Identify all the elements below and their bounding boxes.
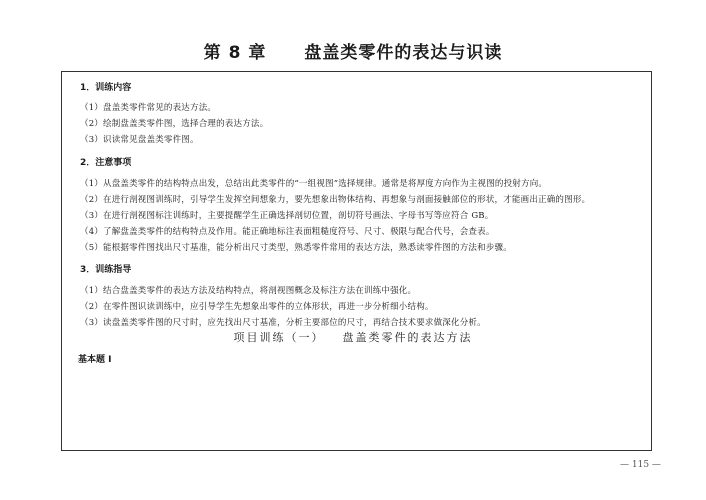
basic-task-title: 基本题 Ⅰ <box>78 355 112 365</box>
list-item: （3）在进行剖视图标注训练时，主要提醒学生正确选择剖切位置，剖切符号画法、字母书写等应符合 GB。 <box>80 211 494 221</box>
chapter-name: 盘盖类零件的表达与识读 <box>304 43 503 63</box>
list-item: （1）从盘盖类零件的结构特点出发，总结出此类零件的“一组视图”选择规律。通常是将厚度方向作为主视图的投射方向。 <box>80 179 548 189</box>
section-heading-training-content: 1．训练内容 <box>80 83 132 93</box>
project-name: 盘盖类零件的表达方法 <box>342 331 473 344</box>
list-item: （3）读盘盖类零件图的尺寸时，应先找出尺寸基准，分析主要部位的尺寸，再结合技术要求做深化分析。 <box>80 318 486 328</box>
project-title <box>0 329 706 345</box>
list-item: （4）了解盘盖类零件的结构特点及作用。能正确地标注表面粗糙度符号、尺寸、极限与配合代号，会查表。 <box>80 227 495 237</box>
list-item: （2）绘制盘盖类零件图，选择合理的表达方法。 <box>80 119 269 129</box>
list-item: （1）结合盘盖类零件的表达方法及结构特点，将剖视图概念及标注方法在训练中强化。 <box>80 286 417 296</box>
list-item: （2）在零件图识读训练中，应引导学生先想象出零件的立体形状，再进一步分析细小结构。 <box>80 302 434 312</box>
list-item: （3）识读常见盘盖类零件图。 <box>80 135 199 145</box>
list-item: （5）能根据零件图找出尺寸基准，能分析出尺寸类型，熟悉零件常用的表达方法，熟悉读零件图的方法和步骤。 <box>80 243 512 253</box>
page-number: — 115 — <box>620 460 661 470</box>
project-label: 项目训练（一） <box>233 331 325 344</box>
chapter-number: 第 8 章 <box>203 43 267 63</box>
list-item: （2）在进行剖视图训练时，引导学生发挥空间想象力，要先想象出物体结构、再想象与剖面接触部位的形状，才能画出正确的图形。 <box>80 195 591 205</box>
section-heading-guidance: 3．训练指导 <box>80 265 132 275</box>
list-item: （1）盘盖类零件常见的表达方法。 <box>80 103 217 113</box>
chapter-title <box>0 38 706 63</box>
section-heading-notes: 2．注意事项 <box>80 158 132 168</box>
